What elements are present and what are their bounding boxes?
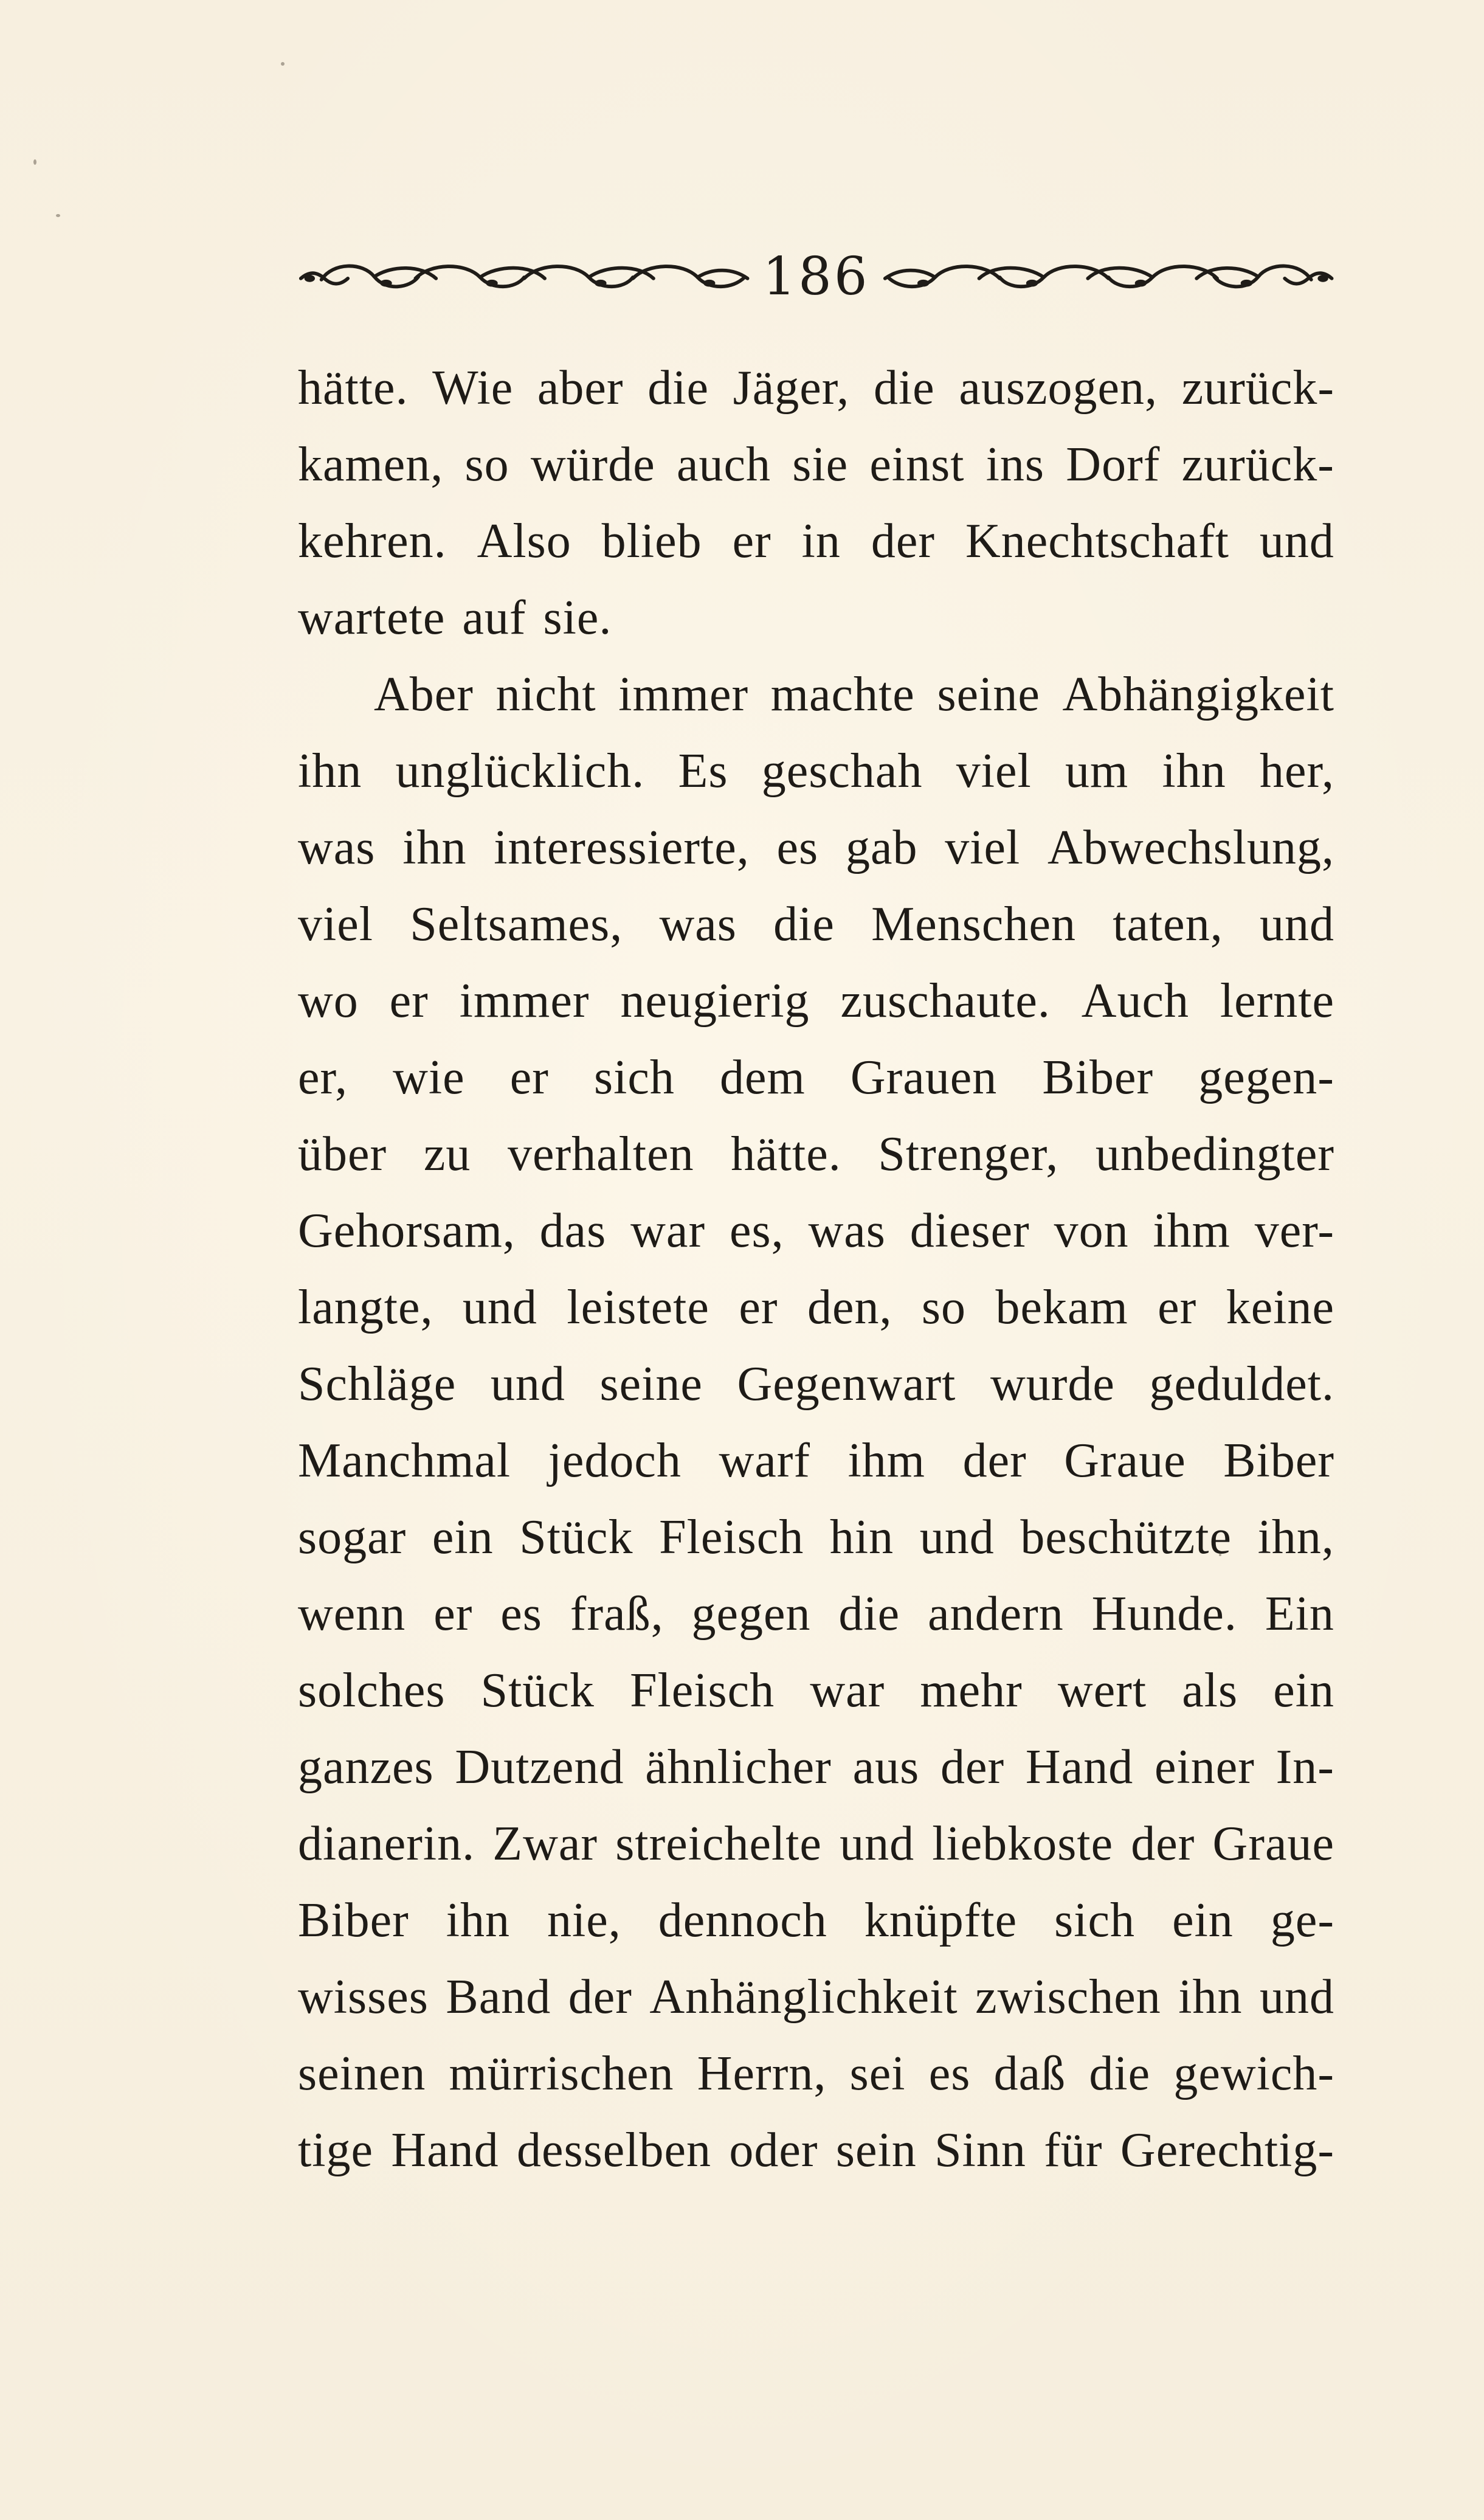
word: taten,: [1113, 897, 1223, 951]
word: es: [928, 2046, 971, 2100]
text-line: [298, 1652, 1334, 1729]
text-line: [298, 1116, 1334, 1192]
word: er: [739, 1280, 778, 1334]
text-line: [298, 886, 1334, 963]
word: mehr: [920, 1663, 1023, 1717]
word: geschah: [761, 744, 923, 798]
word: einst: [869, 437, 965, 491]
word: ihm: [1153, 1203, 1230, 1258]
word: dianerin.: [298, 1816, 475, 1871]
word: keine: [1226, 1280, 1334, 1334]
word: viel: [945, 820, 1021, 874]
word: Fleisch: [630, 1663, 775, 1717]
word: Band: [446, 1970, 551, 2024]
word: und: [1259, 1970, 1334, 2024]
word: ihn,: [1257, 1510, 1334, 1564]
word: war: [630, 1203, 706, 1258]
word: solches: [298, 1663, 446, 1717]
word: langte,: [298, 1280, 433, 1334]
word: seine: [937, 667, 1040, 721]
word: viel: [956, 744, 1032, 798]
text-line: [298, 1499, 1334, 1576]
word: in: [801, 514, 841, 568]
word: seine: [599, 1357, 703, 1411]
word: und: [1259, 897, 1334, 951]
word: sein: [835, 2123, 917, 2177]
word: seinen: [298, 2046, 426, 2100]
word: dieser: [909, 1203, 1030, 1258]
word: machte: [770, 667, 915, 721]
word: er: [509, 1050, 549, 1104]
text-line: [298, 656, 1334, 733]
word: war: [810, 1663, 885, 1717]
word: lernte: [1220, 974, 1334, 1028]
word: In-: [1275, 1740, 1334, 1794]
word: die: [873, 361, 935, 415]
word: die: [773, 897, 835, 951]
text-line: [298, 503, 1334, 580]
word: auszogen,: [959, 361, 1158, 415]
word: ihn: [1178, 1970, 1243, 2024]
word: er: [433, 1587, 473, 1641]
word: ähnlicher: [645, 1740, 832, 1794]
word: sich: [1054, 1893, 1136, 1947]
word: Biber: [298, 1893, 409, 1947]
word: kehren.: [298, 514, 447, 568]
word: für: [1044, 2123, 1103, 2177]
word: Auch: [1081, 974, 1189, 1028]
word: Also: [477, 514, 571, 568]
word: Graue: [1064, 1433, 1186, 1487]
word: über: [298, 1127, 387, 1181]
word: ihn: [446, 1893, 510, 1947]
word: ihm: [847, 1433, 926, 1487]
word: Dutzend: [455, 1740, 624, 1794]
word: er,: [298, 1050, 348, 1104]
body-text: [298, 350, 1334, 2189]
word: sie: [792, 437, 849, 491]
word: immer: [459, 974, 590, 1028]
word: beschützte: [1020, 1510, 1232, 1564]
word: Abhängigkeit: [1062, 667, 1334, 721]
word: liebkoste: [932, 1816, 1114, 1871]
text-line: [298, 1422, 1334, 1499]
word: daß: [993, 2046, 1066, 2100]
word: Graue: [1212, 1816, 1334, 1871]
scroll-ornament-icon: [298, 255, 750, 298]
word: Es: [678, 744, 728, 798]
word: gab: [845, 820, 918, 874]
word: ihn: [402, 820, 467, 874]
paper-speck: [33, 159, 36, 165]
word: von: [1054, 1203, 1129, 1258]
word: Manchmal: [298, 1433, 511, 1487]
text-line: [298, 1576, 1334, 1652]
text-line: [298, 1039, 1334, 1116]
text-line: [298, 733, 1334, 809]
word: Biber: [1223, 1433, 1334, 1487]
word: Aber: [374, 667, 474, 721]
word: und: [1259, 514, 1334, 568]
text-line: [298, 1346, 1334, 1422]
word: andern: [928, 1587, 1064, 1641]
word: gewich-: [1173, 2046, 1334, 2100]
text-line: [298, 580, 1334, 656]
word: warf: [719, 1433, 811, 1487]
text-line: [298, 350, 1334, 426]
word: Stück: [519, 1510, 633, 1564]
word: ein: [432, 1510, 494, 1564]
word: Dorf: [1066, 437, 1161, 491]
word: Knechtschaft: [965, 514, 1229, 568]
word: sei: [849, 2046, 906, 2100]
word: Hand: [391, 2123, 499, 2177]
word: Menschen: [871, 897, 1076, 951]
word: hätte.: [298, 361, 409, 415]
word: Stück: [480, 1663, 595, 1717]
word: die: [1089, 2046, 1151, 2100]
word: hin: [829, 1510, 894, 1564]
word: ein: [1273, 1663, 1334, 1717]
word: und: [490, 1357, 565, 1411]
word: ihn: [298, 744, 362, 798]
word: aber: [537, 361, 624, 415]
text-line: [298, 2112, 1334, 2189]
word: der: [962, 1433, 1027, 1487]
page-number: 186: [762, 246, 870, 307]
word: streichelte: [615, 1816, 822, 1871]
word: ver-: [1254, 1203, 1334, 1258]
word: einer: [1154, 1740, 1255, 1794]
word: als: [1182, 1663, 1238, 1717]
word: es: [776, 820, 819, 874]
word: kamen,: [298, 437, 444, 491]
word: oder: [729, 2123, 818, 2177]
word: wartete: [298, 590, 446, 645]
word: Jäger,: [733, 361, 850, 415]
word: tige: [298, 2123, 373, 2177]
word: sich: [594, 1050, 675, 1104]
word: knüpfte: [864, 1893, 1018, 1947]
text-line: [298, 426, 1334, 503]
word: Strenger,: [878, 1127, 1059, 1181]
word: dennoch: [658, 1893, 827, 1947]
word: das: [539, 1203, 607, 1258]
text-line: [298, 2035, 1334, 2112]
word: wisses: [298, 1970, 429, 2024]
word: zuschaute.: [840, 974, 1051, 1028]
word: der: [568, 1970, 632, 2024]
word: zurück-: [1181, 437, 1334, 491]
word: gegen-: [1198, 1050, 1334, 1104]
word: der: [1131, 1816, 1195, 1871]
word: desselben: [517, 2123, 712, 2177]
word: der: [871, 514, 935, 568]
word: bekam: [995, 1280, 1128, 1334]
text-line: [298, 1805, 1334, 1882]
word: es: [500, 1587, 542, 1641]
word: gegen: [691, 1587, 811, 1641]
word: Fleisch: [659, 1510, 804, 1564]
word: zu: [423, 1127, 471, 1181]
word: Seltsames,: [410, 897, 623, 951]
word: ge-: [1270, 1893, 1334, 1947]
word: Hand: [1025, 1740, 1134, 1794]
word: und: [919, 1510, 995, 1564]
word: auf: [462, 590, 526, 645]
word: Abwechslung,: [1047, 820, 1334, 874]
word: was: [298, 820, 376, 874]
word: was: [659, 897, 737, 951]
word: die: [838, 1587, 900, 1641]
word: Wie: [432, 361, 514, 415]
word: der: [940, 1740, 1005, 1794]
word: leistete: [567, 1280, 709, 1334]
word: auch: [677, 437, 771, 491]
word: es,: [729, 1203, 784, 1258]
word: und: [462, 1280, 537, 1334]
word: ein: [1172, 1893, 1234, 1947]
word: den,: [807, 1280, 892, 1334]
word: die: [647, 361, 709, 415]
word: ins: [985, 437, 1045, 491]
word: so: [921, 1280, 967, 1334]
word: nicht: [495, 667, 596, 721]
word: hätte.: [731, 1127, 841, 1181]
word: Biber: [1042, 1050, 1154, 1104]
word: Ein: [1265, 1587, 1334, 1641]
text-line: [298, 1882, 1334, 1959]
word: um: [1065, 744, 1129, 798]
word: neugierig: [620, 974, 810, 1028]
word: Herrn,: [697, 2046, 827, 2100]
word: immer: [618, 667, 749, 721]
word: unglücklich.: [395, 744, 645, 798]
word: wenn: [298, 1587, 406, 1641]
word: geduldet.: [1149, 1357, 1334, 1411]
paper-speck: [56, 214, 60, 217]
word: ganzes: [298, 1740, 434, 1794]
word: zurück-: [1181, 361, 1334, 415]
word: er: [389, 974, 429, 1028]
word: wert: [1057, 1663, 1147, 1717]
word: wurde: [990, 1357, 1115, 1411]
word: dem: [720, 1050, 806, 1104]
word: Grauen: [850, 1050, 998, 1104]
word: blieb: [601, 514, 702, 568]
word: Gerechtig-: [1120, 2123, 1334, 2177]
text-line: [298, 963, 1334, 1039]
word: wo: [298, 974, 359, 1028]
word: zwischen: [975, 1970, 1161, 2024]
word: Anhänglichkeit: [649, 1970, 958, 2024]
text-line: [298, 1959, 1334, 2035]
word: sogar: [298, 1510, 407, 1564]
word: Gehorsam,: [298, 1203, 516, 1258]
text-line: [298, 1729, 1334, 1805]
word: und: [840, 1816, 915, 1871]
word: mürrischen: [449, 2046, 674, 2100]
word: er: [732, 514, 771, 568]
word: er: [1158, 1280, 1197, 1334]
word: so: [464, 437, 509, 491]
word: Sinn: [934, 2123, 1026, 2177]
word: ihn: [1162, 744, 1226, 798]
word: her,: [1260, 744, 1334, 798]
word: Hunde.: [1091, 1587, 1237, 1641]
word: nie,: [547, 1893, 621, 1947]
word: was: [808, 1203, 886, 1258]
paper-speck: [281, 62, 285, 66]
text-line: [298, 1269, 1334, 1346]
word: Schläge: [298, 1357, 457, 1411]
word: interessierte,: [494, 820, 750, 874]
running-header: [298, 240, 1334, 313]
word: sie.: [543, 590, 612, 645]
word: Gegenwart: [737, 1357, 956, 1411]
word: fraß,: [570, 1587, 664, 1641]
word: verhalten: [507, 1127, 694, 1181]
word: viel: [298, 897, 373, 951]
text-line: [298, 1192, 1334, 1269]
word: unbedingter: [1095, 1127, 1334, 1181]
word: wie: [393, 1050, 465, 1104]
scroll-ornament-icon: [882, 255, 1334, 298]
text-line: [298, 809, 1334, 886]
word: aus: [852, 1740, 920, 1794]
word: würde: [530, 437, 655, 491]
word: jedoch: [548, 1433, 682, 1487]
word: Zwar: [492, 1816, 598, 1871]
